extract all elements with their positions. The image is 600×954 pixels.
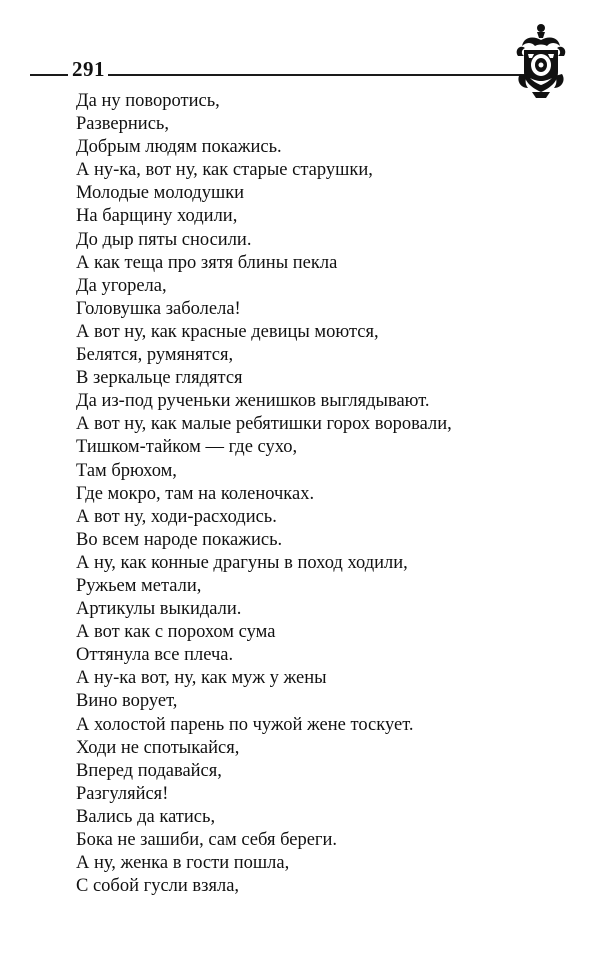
poem-line: Где мокро, там на коленочках. [76,483,315,504]
poem-line: На барщину ходили, [76,206,238,227]
poem-line: Бока не зашиби, сам себя береги. [76,830,338,850]
poem-line: Молодые молодушки [76,183,245,204]
poem-line: А ну-ка, вот ну, как старые старушки, [76,160,373,181]
poem-line: А вот ну, ходи-расходись. [76,506,277,527]
poem-line: А вот ну, как малые ребятишки горох воровали, [76,414,452,435]
poem-line: Оттянула все плеча. [76,645,234,666]
header-rule-right [108,74,538,76]
page-number: 291 [72,57,105,81]
poem-line: Вино ворует, [76,691,178,712]
poem-line: А ну-ка вот, ну, как муж у жены [76,668,327,689]
poem-line: Да из-под рученьки женишков выглядывают. [76,391,430,412]
header-rule-left [30,74,68,76]
poem-line: С собой гусли взяла, [76,876,240,897]
poem-line: А ну, женка в гости пошла, [76,853,290,874]
poem-line: Разгуляйся! [76,783,169,804]
page-header [30,52,575,92]
poem-line: Ходи не спотыкайся, [76,737,240,758]
poem-line: А ну, как конные драгуны в поход ходили, [76,552,408,573]
poem-text [76,90,576,898]
poem-line: А вот ну, как красные девицы моются, [76,321,379,342]
poem-line: А как теща про зятя блины пекла [76,252,338,273]
poem-line: Тишком-тайком — где сухо, [76,437,298,458]
poem-line: Головушка заболела! [76,298,241,319]
poem-line: Во всем народе покажись. [76,529,283,550]
poem-line: Да ну поворотись, [76,91,220,111]
poem-line: Развернись, [76,114,169,135]
poem-line: Да угорела, [76,275,167,296]
decorative-ornament-icon [510,22,572,100]
poem-line: В зеркальце глядятся [76,368,243,389]
poem-line: Там брюхом, [76,460,177,481]
poem-line: Белятся, румянятся, [76,345,234,366]
poem-line: Добрым людям покажись. [76,137,282,158]
poem-line: До дыр пяты сносили. [76,229,252,250]
poem-line: Ружьем метали, [76,575,202,596]
poem-line: А холостой парень по чужой жене тоскует. [76,714,414,735]
poem-line: А вот как с порохом сума [76,622,276,643]
poem-line: Вперед подавайся, [76,760,222,781]
poem-line: Артикулы выкидали. [76,599,242,620]
poem-line: Вались да катись, [76,806,216,827]
